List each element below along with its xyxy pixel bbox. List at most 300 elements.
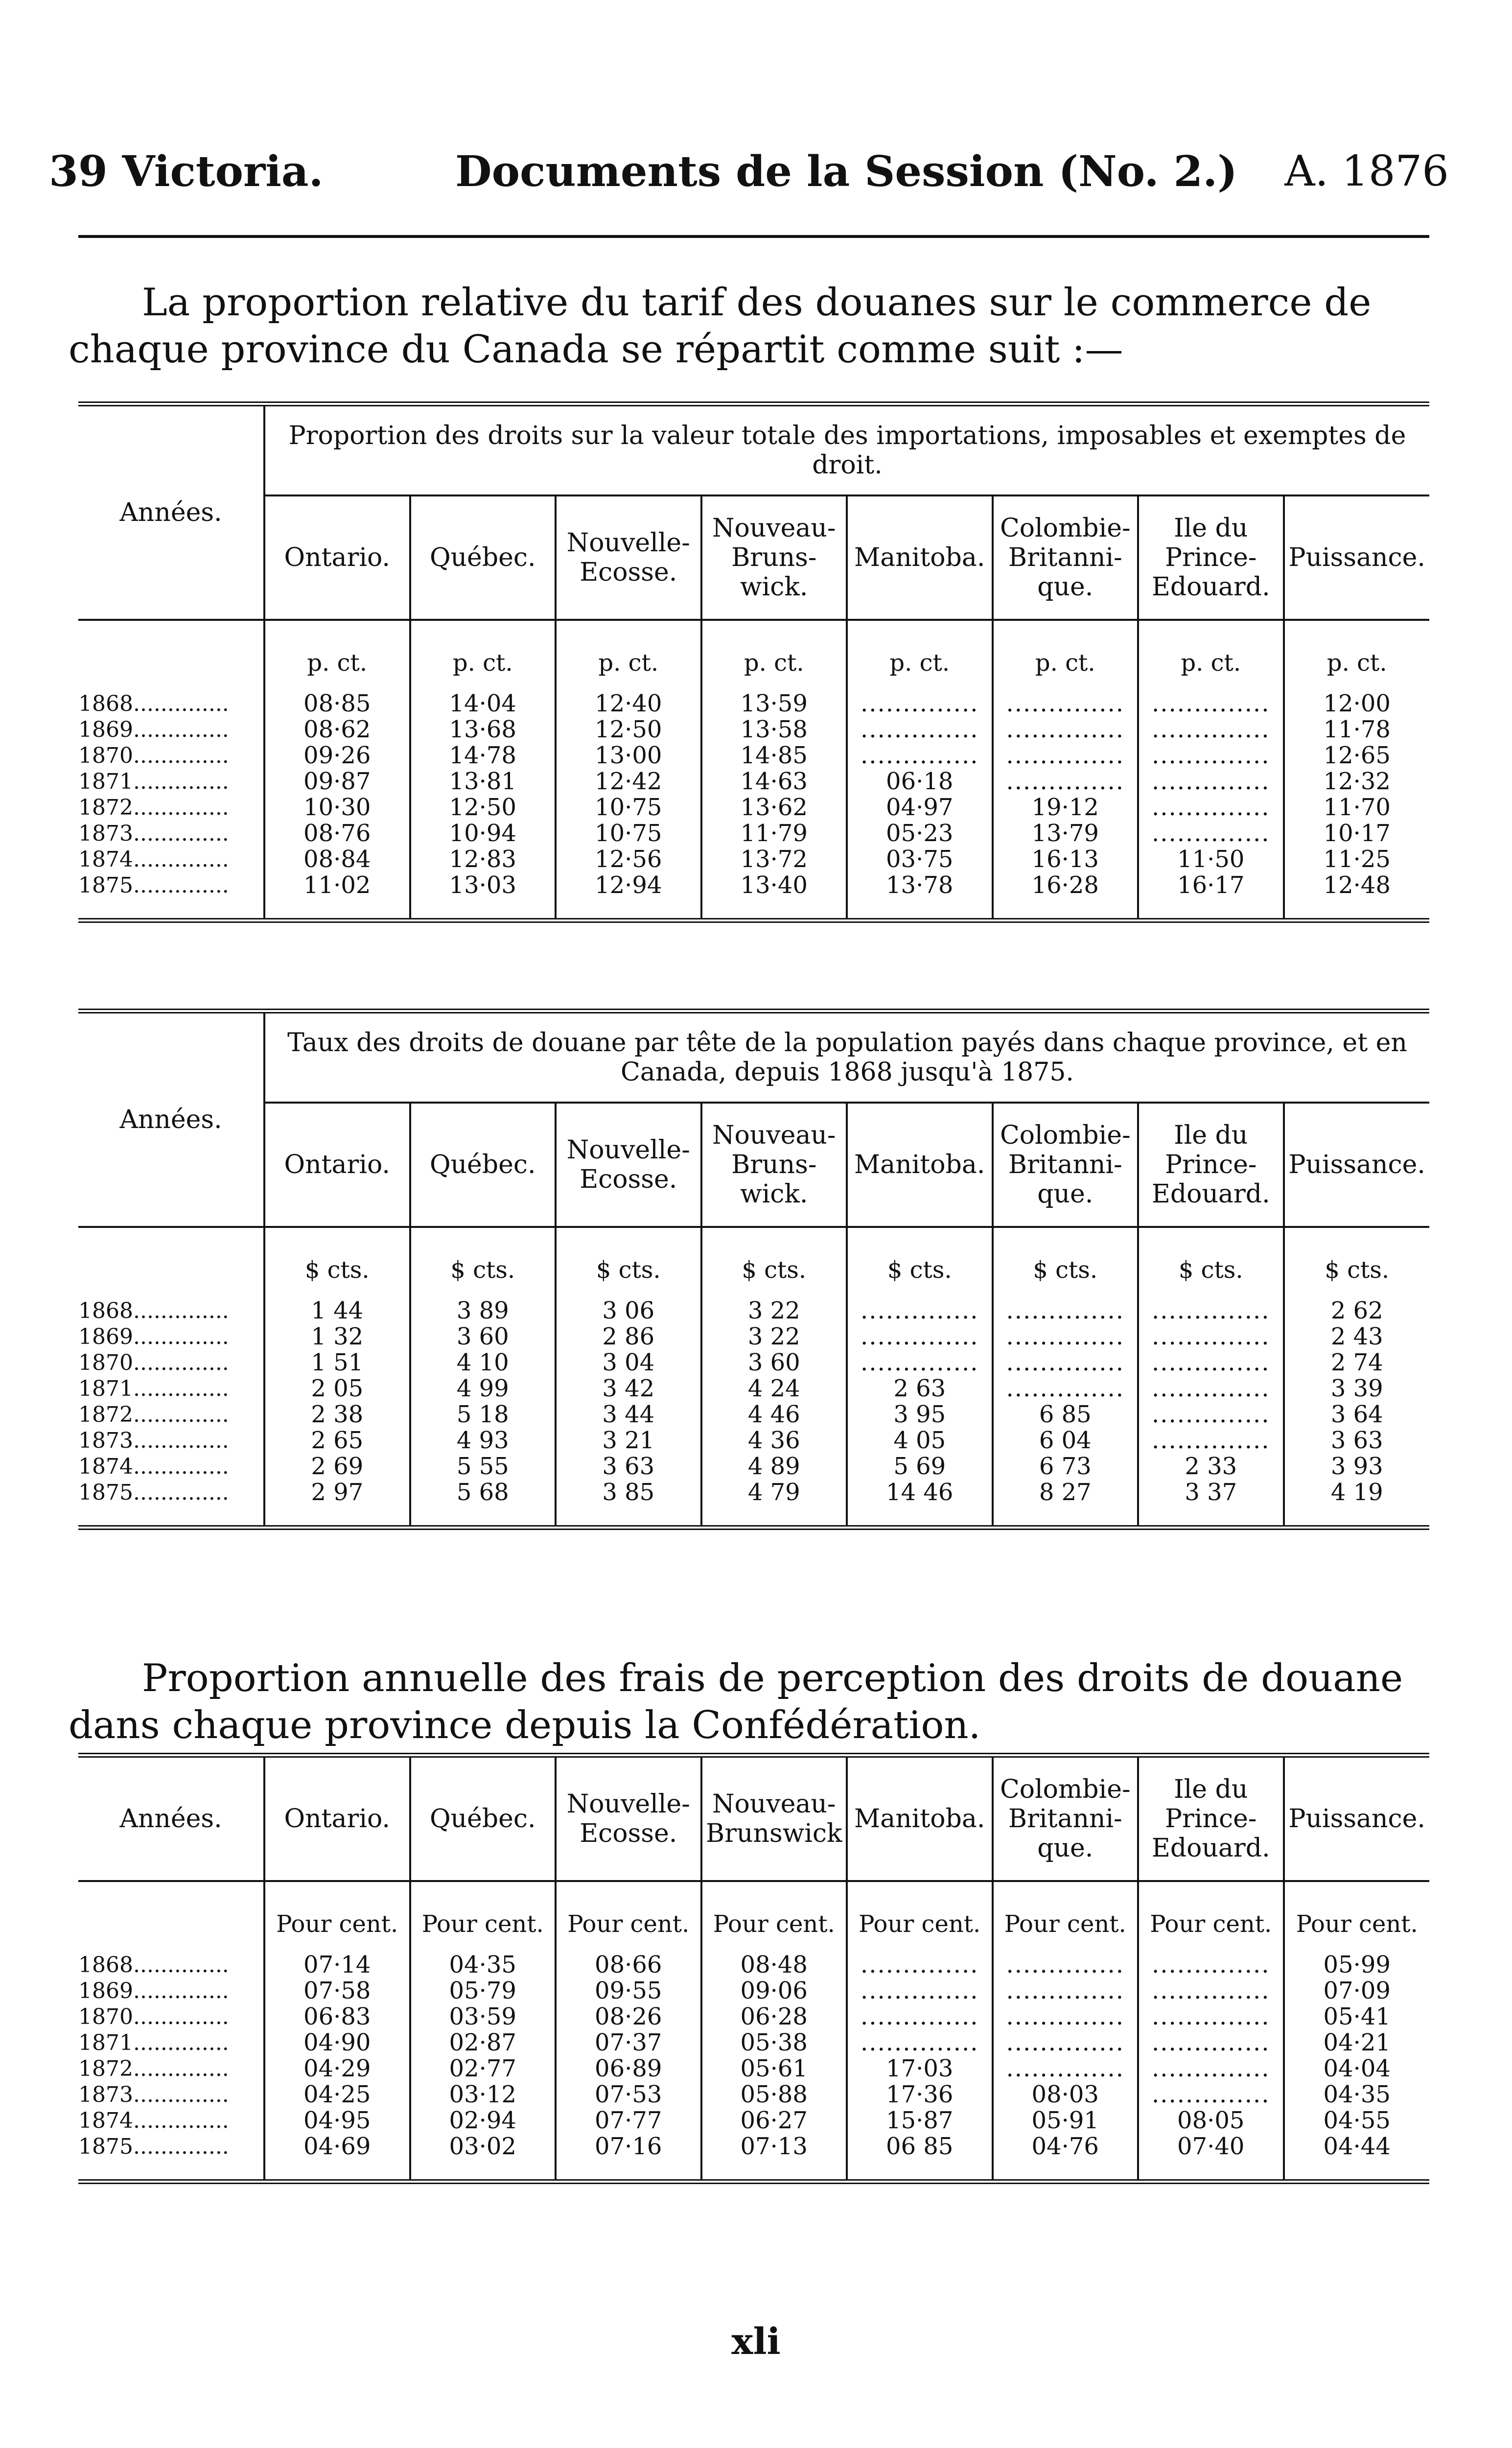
table-row — [78, 2004, 1429, 2030]
unit-cell: Pour cent. — [701, 1881, 847, 1952]
unit-cell: Pour cent. — [1284, 1881, 1430, 1952]
table-cell: .............. — [847, 691, 993, 717]
table-row — [78, 1952, 1429, 1978]
row-year: 1868.............. — [78, 1953, 229, 1977]
table-cell: .............. — [1138, 2082, 1284, 2108]
table-cell: 3 22 — [701, 1298, 847, 1324]
col-nouveau-brunswick: Nouveau-Bruns-wick. — [701, 1103, 847, 1227]
table-cell: .............. — [1138, 1978, 1284, 2004]
years-header: Années. — [78, 404, 264, 620]
table-row — [78, 795, 1429, 821]
col-puissance: Puissance. — [1284, 1103, 1430, 1227]
unit-row — [78, 1227, 1429, 1298]
table-cell: 4 36 — [701, 1428, 847, 1454]
table-cell: .............. — [993, 1978, 1139, 2004]
col-quebec: Québec. — [410, 495, 556, 620]
table-cell: 14·04 — [410, 691, 556, 717]
table-cell: 07·58 — [264, 1978, 410, 2004]
table-cell: 03·12 — [410, 2082, 556, 2108]
table-cell: 2 43 — [1284, 1324, 1430, 1350]
table-cell: 08·48 — [701, 1952, 847, 1978]
table-cell: 5 68 — [410, 1480, 556, 1528]
row-year: 1874.............. — [78, 847, 229, 872]
table-cell: 12·00 — [1284, 691, 1430, 717]
table-cell: .............. — [1138, 821, 1284, 847]
unit-year-cell — [78, 1227, 264, 1298]
unit-cell: Pour cent. — [264, 1881, 410, 1952]
table-cell: 08·62 — [264, 717, 410, 743]
table-cell: 05·41 — [1284, 2004, 1430, 2030]
row-year: 1872.............. — [78, 1402, 229, 1427]
table-cell: 07·14 — [264, 1952, 410, 1978]
table-cell: .............. — [847, 1324, 993, 1350]
row-year: 1870.............. — [78, 2004, 229, 2029]
table-cell: .............. — [1138, 2004, 1284, 2030]
table-cell: 04·90 — [264, 2030, 410, 2056]
table-row — [78, 2108, 1429, 2134]
table-cell: 17·03 — [847, 2056, 993, 2082]
table-cell: 12·50 — [410, 795, 556, 821]
table-cell: 4 19 — [1284, 1480, 1430, 1528]
table-cell: 05·88 — [701, 2082, 847, 2108]
table-cell: 05·79 — [410, 1978, 556, 2004]
table-cell: 12·48 — [1284, 872, 1430, 920]
unit-cell: $ cts. — [1138, 1227, 1284, 1298]
table-cell: 03·75 — [847, 847, 993, 872]
table-cell: 3 60 — [410, 1324, 556, 1350]
unit-row — [78, 1881, 1429, 1952]
table-cell: 2 65 — [264, 1428, 410, 1454]
table-cell: 04·95 — [264, 2108, 410, 2134]
col-quebec: Québec. — [410, 1755, 556, 1881]
col-nouveau-brunswick: Nouveau-Brunswick — [701, 1755, 847, 1881]
table-cell: 6 73 — [993, 1454, 1139, 1480]
table-cell: 13·00 — [556, 743, 701, 769]
table-cell: 1 32 — [264, 1324, 410, 1350]
table-cell: 02·94 — [410, 2108, 556, 2134]
table-cell: 07·16 — [556, 2134, 701, 2182]
table-cell: 4 93 — [410, 1428, 556, 1454]
table1-body — [78, 620, 1429, 920]
table-cell: 2 86 — [556, 1324, 701, 1350]
table-cell: .............. — [1138, 769, 1284, 795]
table-cell: .............. — [993, 743, 1139, 769]
table-cell: 13·59 — [701, 691, 847, 717]
table-cell: 10·75 — [556, 821, 701, 847]
table-cell: 04·04 — [1284, 2056, 1430, 2082]
table2-body — [78, 1227, 1429, 1528]
table-cell: 5 55 — [410, 1454, 556, 1480]
intro-paragraph-1: La proportion relative du tarif des douanes sur le commerce de chaque province du Canada se répartit comme suit :— — [69, 281, 1372, 372]
unit-cell: $ cts. — [556, 1227, 701, 1298]
table-cell: 14·78 — [410, 743, 556, 769]
table-cell: .............. — [993, 769, 1139, 795]
table-cell: 3 44 — [556, 1402, 701, 1428]
table-cell: 3 37 — [1138, 1480, 1284, 1528]
table-row — [78, 1978, 1429, 2004]
table-cell: 4 89 — [701, 1454, 847, 1480]
table-row — [78, 2134, 1429, 2182]
table-row — [78, 2056, 1429, 2082]
table-cell: 06·18 — [847, 769, 993, 795]
table-cell: 11·02 — [264, 872, 410, 920]
table-cell: 15·87 — [847, 2108, 993, 2134]
col-manitoba: Manitoba. — [847, 495, 993, 620]
table-row — [78, 821, 1429, 847]
table-row — [78, 1402, 1429, 1428]
table-cell: 3 63 — [556, 1454, 701, 1480]
table-cell: 04·29 — [264, 2056, 410, 2082]
col-manitoba: Manitoba. — [847, 1755, 993, 1881]
col-nouvelle-ecosse: Nouvelle-Ecosse. — [556, 495, 701, 620]
table-duty-per-capita — [78, 1009, 1429, 1530]
table-cell: 17·36 — [847, 2082, 993, 2108]
table-cell: 4 05 — [847, 1428, 993, 1454]
table-cell: 3 89 — [410, 1298, 556, 1324]
unit-cell: p. ct. — [993, 620, 1139, 691]
table-cell: .............. — [847, 717, 993, 743]
table-cell: 08·76 — [264, 821, 410, 847]
table-cell: 11·79 — [701, 821, 847, 847]
table-cell: .............. — [847, 743, 993, 769]
table-cell: 4 10 — [410, 1350, 556, 1376]
table-cell: .............. — [847, 2004, 993, 2030]
table-cell: 8 27 — [993, 1480, 1139, 1528]
years-header: Années. — [78, 1755, 264, 1881]
table-cell: 09·06 — [701, 1978, 847, 2004]
table-cell: 3 95 — [847, 1402, 993, 1428]
table-cell: 13·40 — [701, 872, 847, 920]
table-cell: 03·59 — [410, 2004, 556, 2030]
row-year: 1875.............. — [78, 872, 264, 920]
table-cell: .............. — [993, 1376, 1139, 1402]
table-collection-cost — [78, 1753, 1429, 2184]
table-cell: 04·44 — [1284, 2134, 1430, 2182]
table-cell: .............. — [1138, 1324, 1284, 1350]
unit-cell: $ cts. — [410, 1227, 556, 1298]
col-nouvelle-ecosse: Nouvelle-Ecosse. — [556, 1755, 701, 1881]
col-ontario: Ontario. — [264, 495, 410, 620]
table-cell: 02·87 — [410, 2030, 556, 2056]
table-cell: 6 04 — [993, 1428, 1139, 1454]
table-cell: 3 93 — [1284, 1454, 1430, 1480]
table-cell: 2 33 — [1138, 1454, 1284, 1480]
table-cell: 1 44 — [264, 1298, 410, 1324]
table-cell: 11·50 — [1138, 847, 1284, 872]
table-cell: 13·72 — [701, 847, 847, 872]
row-year: 1869.............. — [78, 717, 229, 742]
table1-caption: Proportion des droits sur la valeur totale des importations, imposables et exemptes de droit. — [264, 404, 1429, 495]
table-cell: 3 06 — [556, 1298, 701, 1324]
table-cell: 04·55 — [1284, 2108, 1430, 2134]
table-cell: 07·77 — [556, 2108, 701, 2134]
table-cell: 11·25 — [1284, 847, 1430, 872]
table-cell: 06·89 — [556, 2056, 701, 2082]
table-cell: 08·66 — [556, 1952, 701, 1978]
table-cell: 02·77 — [410, 2056, 556, 2082]
table-cell: 4 99 — [410, 1376, 556, 1402]
table-cell: 2 62 — [1284, 1298, 1430, 1324]
table-row — [78, 769, 1429, 795]
table-cell: 04·69 — [264, 2134, 410, 2182]
table-cell: .............. — [1138, 1350, 1284, 1376]
table-row — [78, 717, 1429, 743]
table-cell: .............. — [847, 1952, 993, 1978]
table-row — [78, 691, 1429, 717]
table-cell: .............. — [1138, 1298, 1284, 1324]
table-cell: .............. — [993, 2004, 1139, 2030]
table-cell: 05·61 — [701, 2056, 847, 2082]
row-year: 1871.............. — [78, 2030, 229, 2055]
table-cell: 13·62 — [701, 795, 847, 821]
table-cell: 4 46 — [701, 1402, 847, 1428]
table-cell: 07·37 — [556, 2030, 701, 2056]
table-cell: 19·12 — [993, 795, 1139, 821]
table-row — [78, 2030, 1429, 2056]
table-row — [78, 1324, 1429, 1350]
table-cell: 05·91 — [993, 2108, 1139, 2134]
table-cell: .............. — [1138, 1952, 1284, 1978]
table-cell: .............. — [993, 1298, 1139, 1324]
unit-cell: $ cts. — [1284, 1227, 1430, 1298]
table-cell: 3 39 — [1284, 1376, 1430, 1402]
table-cell: .............. — [1138, 691, 1284, 717]
unit-cell: Pour cent. — [993, 1881, 1139, 1952]
table-cell: 3 60 — [701, 1350, 847, 1376]
table-cell: 08·03 — [993, 2082, 1139, 2108]
col-puissance: Puissance. — [1284, 495, 1430, 620]
table-row — [78, 1376, 1429, 1402]
table-cell: 06·83 — [264, 2004, 410, 2030]
table-row — [78, 1428, 1429, 1454]
table-cell: 05·99 — [1284, 1952, 1430, 1978]
table-cell: 2 05 — [264, 1376, 410, 1402]
row-year: 1870.............. — [78, 1350, 229, 1375]
table-cell: 14·85 — [701, 743, 847, 769]
row-year: 1871.............. — [78, 1376, 229, 1401]
table-cell: 14 46 — [847, 1480, 993, 1528]
table-cell: 07·53 — [556, 2082, 701, 2108]
row-year: 1873.............. — [78, 821, 229, 846]
table-cell: .............. — [1138, 2056, 1284, 2082]
table-row — [78, 847, 1429, 872]
unit-cell: $ cts. — [264, 1227, 410, 1298]
table-cell: .............. — [847, 1350, 993, 1376]
unit-cell: Pour cent. — [1138, 1881, 1284, 1952]
col-nouveau-brunswick: Nouveau-Bruns-wick. — [701, 495, 847, 620]
row-year: 1873.............. — [78, 1428, 229, 1453]
table-cell: 13·68 — [410, 717, 556, 743]
table-cell: 2 63 — [847, 1376, 993, 1402]
col-quebec: Québec. — [410, 1103, 556, 1227]
table-cell: .............. — [993, 2030, 1139, 2056]
table-cell: 2 38 — [264, 1402, 410, 1428]
table-row — [78, 872, 1429, 920]
table-cell: 10·30 — [264, 795, 410, 821]
unit-cell: Pour cent. — [410, 1881, 556, 1952]
row-year: 1868.............. — [78, 691, 229, 716]
table-cell: 05·23 — [847, 821, 993, 847]
col-ontario: Ontario. — [264, 1755, 410, 1881]
table-cell: 1 51 — [264, 1350, 410, 1376]
table-cell: .............. — [993, 1952, 1139, 1978]
table-cell: 16·17 — [1138, 872, 1284, 920]
unit-year-cell — [78, 1881, 264, 1952]
row-year: 1869.............. — [78, 1978, 229, 2003]
table-cell: .............. — [1138, 795, 1284, 821]
col-nouvelle-ecosse: Nouvelle-Ecosse. — [556, 1103, 701, 1227]
unit-cell: p. ct. — [264, 620, 410, 691]
table-cell: 04·97 — [847, 795, 993, 821]
unit-cell: $ cts. — [847, 1227, 993, 1298]
table-cell: .............. — [993, 2056, 1139, 2082]
col-colombie-britannique: Colombie-Britanni-que. — [993, 1755, 1139, 1881]
header-year: A. 1876 — [1284, 147, 1449, 196]
table-cell: .............. — [993, 1324, 1139, 1350]
table-cell: .............. — [1138, 1376, 1284, 1402]
table-cell: 5 18 — [410, 1402, 556, 1428]
table-cell: 16·28 — [993, 872, 1139, 920]
table-cell: 3 22 — [701, 1324, 847, 1350]
col-puissance: Puissance. — [1284, 1755, 1430, 1881]
table-cell: 3 63 — [1284, 1428, 1430, 1454]
table-cell: 08·05 — [1138, 2108, 1284, 2134]
header-rule — [78, 235, 1429, 238]
table-row — [78, 1350, 1429, 1376]
unit-cell: p. ct. — [1284, 620, 1430, 691]
table-cell: 07·40 — [1138, 2134, 1284, 2182]
table-row — [78, 1480, 1429, 1528]
row-year: 1872.............. — [78, 795, 229, 820]
table-cell: .............. — [847, 2030, 993, 2056]
table-cell: 11·70 — [1284, 795, 1430, 821]
col-ile-du-prince-edouard: Ile du Prince-Edouard. — [1138, 495, 1284, 620]
table-cell: 13·78 — [847, 872, 993, 920]
table-duty-proportion — [78, 401, 1429, 923]
table-cell: 13·81 — [410, 769, 556, 795]
page-number: xli — [731, 2321, 781, 2363]
row-year: 1874.............. — [78, 2108, 229, 2133]
table-cell: .............. — [993, 1350, 1139, 1376]
table-cell: 12·56 — [556, 847, 701, 872]
table-cell: 09·55 — [556, 1978, 701, 2004]
unit-cell: Pour cent. — [847, 1881, 993, 1952]
col-manitoba: Manitoba. — [847, 1103, 993, 1227]
unit-cell: p. ct. — [1138, 620, 1284, 691]
table3-body — [78, 1881, 1429, 2182]
row-year: 1874.............. — [78, 1454, 229, 1479]
unit-cell: Pour cent. — [556, 1881, 701, 1952]
table-row — [78, 743, 1429, 769]
table-cell: 10·94 — [410, 821, 556, 847]
table-cell: .............. — [993, 717, 1139, 743]
table-cell: 06·27 — [701, 2108, 847, 2134]
table-cell: 2 74 — [1284, 1350, 1430, 1376]
table-cell: 08·84 — [264, 847, 410, 872]
header-title: Documents de la Session (No. 2.) — [455, 147, 1237, 196]
table-cell: 12·32 — [1284, 769, 1430, 795]
table-cell: 13·58 — [701, 717, 847, 743]
table-cell: 09·87 — [264, 769, 410, 795]
table-cell: 12·50 — [556, 717, 701, 743]
table-cell: 3 04 — [556, 1350, 701, 1376]
table-cell: 04·76 — [993, 2134, 1139, 2182]
table-cell: 12·65 — [1284, 743, 1430, 769]
table-cell: .............. — [847, 1298, 993, 1324]
unit-cell: p. ct. — [847, 620, 993, 691]
table-cell: .............. — [1138, 717, 1284, 743]
row-year: 1873.............. — [78, 2082, 229, 2107]
table-cell: 11·78 — [1284, 717, 1430, 743]
unit-cell: $ cts. — [993, 1227, 1139, 1298]
table-cell: 10·75 — [556, 795, 701, 821]
row-year: 1875.............. — [78, 2134, 264, 2182]
table-cell: .............. — [993, 691, 1139, 717]
table-cell: 13·03 — [410, 872, 556, 920]
unit-cell: p. ct. — [701, 620, 847, 691]
intro-paragraph-2: Proportion annuelle des frais de perception des droits de douane dans chaque province depuis la Confédération. — [69, 1656, 1403, 1747]
unit-cell: $ cts. — [701, 1227, 847, 1298]
unit-year-cell — [78, 620, 264, 691]
table-cell: 6 85 — [993, 1402, 1139, 1428]
table-cell: 5 69 — [847, 1454, 993, 1480]
table-cell: .............. — [847, 1978, 993, 2004]
table-cell: 3 42 — [556, 1376, 701, 1402]
table-cell: .............. — [1138, 1428, 1284, 1454]
col-ile-du-prince-edouard: Ile du Prince-Edouard. — [1138, 1755, 1284, 1881]
table-cell: 4 79 — [701, 1480, 847, 1528]
table-cell: .............. — [1138, 1402, 1284, 1428]
years-header: Années. — [78, 1011, 264, 1227]
unit-cell: p. ct. — [410, 620, 556, 691]
table-row — [78, 1454, 1429, 1480]
row-year: 1875.............. — [78, 1480, 264, 1528]
header-session: 39 Victoria. — [49, 147, 324, 196]
row-year: 1869.............. — [78, 1324, 229, 1349]
col-ile-du-prince-edouard: Ile du Prince-Edouard. — [1138, 1103, 1284, 1227]
col-ontario: Ontario. — [264, 1103, 410, 1227]
table-cell: 04·21 — [1284, 2030, 1430, 2056]
table-cell: 04·35 — [1284, 2082, 1430, 2108]
table-cell: 16·13 — [993, 847, 1139, 872]
unit-cell: p. ct. — [556, 620, 701, 691]
table-cell: 12·83 — [410, 847, 556, 872]
table-cell: 3 85 — [556, 1480, 701, 1528]
col-colombie-britannique: Colombie-Britanni-que. — [993, 495, 1139, 620]
table-cell: 09·26 — [264, 743, 410, 769]
table-cell: 12·42 — [556, 769, 701, 795]
table-cell: 4 24 — [701, 1376, 847, 1402]
table-cell: 06·28 — [701, 2004, 847, 2030]
page-header — [49, 147, 1449, 206]
table-cell: 14·63 — [701, 769, 847, 795]
table-row — [78, 1298, 1429, 1324]
table2-caption: Taux des droits de douane par tête de la population payés dans chaque province, et en Canada, depuis 1868 jusqu'à 1875. — [264, 1011, 1429, 1103]
table-cell: 03·02 — [410, 2134, 556, 2182]
row-year: 1868.............. — [78, 1298, 229, 1323]
table-cell: 2 97 — [264, 1480, 410, 1528]
table-cell: 08·85 — [264, 691, 410, 717]
table-cell: 06 85 — [847, 2134, 993, 2182]
table-cell: 3 64 — [1284, 1402, 1430, 1428]
row-year: 1870.............. — [78, 743, 229, 768]
table-cell: 08·26 — [556, 2004, 701, 2030]
table-cell: .............. — [1138, 2030, 1284, 2056]
table-cell: 07·13 — [701, 2134, 847, 2182]
table-cell: 10·17 — [1284, 821, 1430, 847]
row-year: 1872.............. — [78, 2056, 229, 2081]
table-cell: 04·25 — [264, 2082, 410, 2108]
